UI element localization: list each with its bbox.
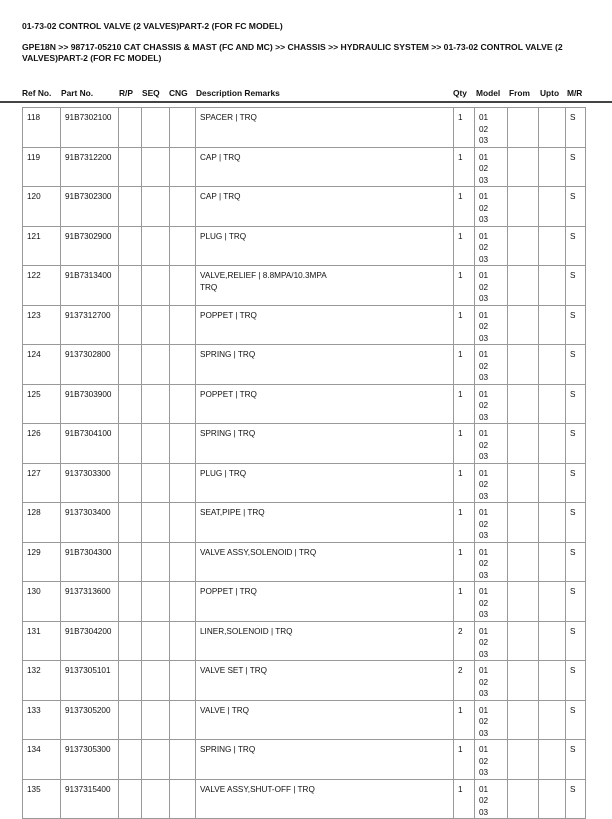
cell-rp	[119, 305, 142, 345]
header-divider	[0, 101, 612, 103]
cell-from	[508, 621, 539, 661]
cell-ref: 124	[23, 345, 61, 385]
cell-ref: 134	[23, 740, 61, 780]
col-from: From	[509, 88, 530, 98]
table-row	[23, 345, 586, 385]
cell-part: 91B7302900	[61, 226, 119, 266]
cell-seq	[142, 503, 170, 543]
cell-from	[508, 305, 539, 345]
cell-rp	[119, 463, 142, 503]
cell-model: 01 02 03	[475, 740, 508, 780]
cell-model: 01 02 03	[475, 424, 508, 464]
cell-mr: S	[566, 582, 586, 622]
cell-cng	[170, 266, 196, 306]
cell-qty: 1	[454, 305, 475, 345]
cell-mr: S	[566, 424, 586, 464]
cell-rp	[119, 740, 142, 780]
cell-cng	[170, 740, 196, 780]
cell-from	[508, 147, 539, 187]
cell-cng	[170, 384, 196, 424]
cell-desc: VALVE,RELIEF | 8.8MPA/10.3MPA TRQ	[196, 266, 454, 306]
cell-part: 91B7302100	[61, 108, 119, 148]
cell-ref: 120	[23, 187, 61, 227]
cell-rp	[119, 226, 142, 266]
cell-ref: 119	[23, 147, 61, 187]
cell-upto	[539, 424, 566, 464]
cell-seq	[142, 740, 170, 780]
cell-from	[508, 226, 539, 266]
cell-desc: LINER,SOLENOID | TRQ	[196, 621, 454, 661]
col-upto: Upto	[540, 88, 560, 98]
cell-desc: POPPET | TRQ	[196, 305, 454, 345]
cell-ref: 118	[23, 108, 61, 148]
cell-ref: 125	[23, 384, 61, 424]
cell-upto	[539, 740, 566, 780]
cell-desc: VALVE SET | TRQ	[196, 661, 454, 701]
table-row	[23, 187, 586, 227]
cell-part: 91B7304100	[61, 424, 119, 464]
cell-ref: 132	[23, 661, 61, 701]
cell-seq	[142, 305, 170, 345]
cell-from	[508, 266, 539, 306]
cell-cng	[170, 424, 196, 464]
cell-from	[508, 582, 539, 622]
cell-part: 91B7304300	[61, 542, 119, 582]
cell-part: 9137315400	[61, 779, 119, 819]
cell-cng	[170, 187, 196, 227]
breadcrumb: GPE18N >> 98717-05210 CAT CHASSIS & MAST (FC AND MC) >> CHASSIS >> HYDRAULIC SYSTEM >> 01-73-02 CONTROL VALVE (2 VALVES)PART-2 (FOR FC MODEL)	[22, 42, 563, 63]
cell-desc: PLUG | TRQ	[196, 226, 454, 266]
cell-qty: 1	[454, 463, 475, 503]
cell-qty: 1	[454, 424, 475, 464]
cell-ref: 122	[23, 266, 61, 306]
cell-mr: S	[566, 621, 586, 661]
cell-upto	[539, 779, 566, 819]
cell-ref: 130	[23, 582, 61, 622]
cell-model: 01 02 03	[475, 700, 508, 740]
cell-ref: 131	[23, 621, 61, 661]
cell-cng	[170, 108, 196, 148]
cell-mr: S	[566, 305, 586, 345]
cell-desc: SEAT,PIPE | TRQ	[196, 503, 454, 543]
cell-ref: 135	[23, 779, 61, 819]
col-mr: M/R	[567, 88, 583, 98]
cell-upto	[539, 661, 566, 701]
cell-seq	[142, 266, 170, 306]
cell-model: 01 02 03	[475, 108, 508, 148]
cell-mr: S	[566, 661, 586, 701]
cell-upto	[539, 582, 566, 622]
cell-model: 01 02 03	[475, 345, 508, 385]
cell-from	[508, 700, 539, 740]
cell-model: 01 02 03	[475, 147, 508, 187]
cell-desc: SPRING | TRQ	[196, 345, 454, 385]
cell-cng	[170, 621, 196, 661]
cell-cng	[170, 779, 196, 819]
cell-cng	[170, 503, 196, 543]
cell-mr: S	[566, 384, 586, 424]
cell-rp	[119, 621, 142, 661]
cell-cng	[170, 542, 196, 582]
cell-from	[508, 661, 539, 701]
cell-rp	[119, 582, 142, 622]
cell-upto	[539, 463, 566, 503]
cell-seq	[142, 463, 170, 503]
page-title: 01-73-02 CONTROL VALVE (2 VALVES)PART-2 (FOR FC MODEL)	[22, 21, 283, 31]
cell-model: 01 02 03	[475, 661, 508, 701]
cell-part: 9137305200	[61, 700, 119, 740]
cell-from	[508, 108, 539, 148]
table-row	[23, 305, 586, 345]
cell-seq	[142, 108, 170, 148]
cell-ref: 127	[23, 463, 61, 503]
table-row	[23, 779, 586, 819]
cell-ref: 128	[23, 503, 61, 543]
col-cng: CNG	[169, 88, 188, 98]
cell-cng	[170, 147, 196, 187]
cell-mr: S	[566, 542, 586, 582]
cell-part: 91B7302300	[61, 187, 119, 227]
cell-mr: S	[566, 187, 586, 227]
cell-from	[508, 463, 539, 503]
cell-model: 01 02 03	[475, 384, 508, 424]
cell-qty: 2	[454, 661, 475, 701]
cell-upto	[539, 108, 566, 148]
cell-part: 91B7312200	[61, 147, 119, 187]
table-row	[23, 661, 586, 701]
cell-qty: 1	[454, 345, 475, 385]
cell-qty: 1	[454, 147, 475, 187]
cell-from	[508, 424, 539, 464]
cell-model: 01 02 03	[475, 226, 508, 266]
cell-model: 01 02 03	[475, 582, 508, 622]
cell-seq	[142, 661, 170, 701]
cell-model: 01 02 03	[475, 503, 508, 543]
cell-mr: S	[566, 740, 586, 780]
cell-part: 9137302800	[61, 345, 119, 385]
cell-model: 01 02 03	[475, 779, 508, 819]
cell-seq	[142, 345, 170, 385]
table-row	[23, 503, 586, 543]
cell-upto	[539, 147, 566, 187]
cell-from	[508, 503, 539, 543]
cell-mr: S	[566, 108, 586, 148]
cell-desc: PLUG | TRQ	[196, 463, 454, 503]
cell-qty: 1	[454, 384, 475, 424]
cell-mr: S	[566, 779, 586, 819]
cell-upto	[539, 266, 566, 306]
cell-from	[508, 187, 539, 227]
cell-from	[508, 345, 539, 385]
cell-mr: S	[566, 700, 586, 740]
cell-qty: 1	[454, 700, 475, 740]
cell-qty: 1	[454, 503, 475, 543]
col-part: Part No.	[61, 88, 94, 98]
cell-cng	[170, 305, 196, 345]
cell-seq	[142, 779, 170, 819]
cell-cng	[170, 582, 196, 622]
cell-cng	[170, 661, 196, 701]
cell-qty: 1	[454, 266, 475, 306]
table-row	[23, 266, 586, 306]
cell-seq	[142, 187, 170, 227]
cell-qty: 1	[454, 779, 475, 819]
cell-desc: SPACER | TRQ	[196, 108, 454, 148]
cell-upto	[539, 700, 566, 740]
cell-from	[508, 779, 539, 819]
cell-mr: S	[566, 147, 586, 187]
cell-desc: POPPET | TRQ	[196, 384, 454, 424]
cell-desc: CAP | TRQ	[196, 147, 454, 187]
table-row	[23, 621, 586, 661]
cell-model: 01 02 03	[475, 621, 508, 661]
col-desc: Description Remarks	[196, 88, 280, 98]
cell-from	[508, 740, 539, 780]
cell-mr: S	[566, 226, 586, 266]
cell-seq	[142, 700, 170, 740]
cell-upto	[539, 384, 566, 424]
cell-desc: SPRING | TRQ	[196, 740, 454, 780]
cell-mr: S	[566, 463, 586, 503]
cell-seq	[142, 424, 170, 464]
cell-upto	[539, 187, 566, 227]
cell-rp	[119, 542, 142, 582]
cell-mr: S	[566, 345, 586, 385]
cell-qty: 1	[454, 226, 475, 266]
cell-rp	[119, 424, 142, 464]
cell-desc: SPRING | TRQ	[196, 424, 454, 464]
table-row	[23, 108, 586, 148]
table-row	[23, 424, 586, 464]
table-row	[23, 700, 586, 740]
cell-qty: 2	[454, 621, 475, 661]
cell-upto	[539, 542, 566, 582]
cell-rp	[119, 187, 142, 227]
cell-desc: VALVE ASSY,SHUT-OFF | TRQ	[196, 779, 454, 819]
cell-upto	[539, 345, 566, 385]
cell-cng	[170, 700, 196, 740]
table-row	[23, 226, 586, 266]
cell-rp	[119, 779, 142, 819]
cell-upto	[539, 305, 566, 345]
cell-rp	[119, 661, 142, 701]
cell-rp	[119, 108, 142, 148]
table-row	[23, 582, 586, 622]
cell-part: 9137305101	[61, 661, 119, 701]
cell-desc: VALVE ASSY,SOLENOID | TRQ	[196, 542, 454, 582]
cell-seq	[142, 582, 170, 622]
table-row	[23, 542, 586, 582]
cell-desc: POPPET | TRQ	[196, 582, 454, 622]
col-rp: R/P	[119, 88, 133, 98]
table-row	[23, 147, 586, 187]
cell-rp	[119, 700, 142, 740]
cell-rp	[119, 266, 142, 306]
cell-rp	[119, 384, 142, 424]
cell-desc: CAP | TRQ	[196, 187, 454, 227]
cell-from	[508, 542, 539, 582]
cell-part: 91B7304200	[61, 621, 119, 661]
cell-seq	[142, 384, 170, 424]
cell-seq	[142, 542, 170, 582]
col-qty: Qty	[453, 88, 467, 98]
cell-ref: 126	[23, 424, 61, 464]
col-seq: SEQ	[142, 88, 160, 98]
cell-qty: 1	[454, 542, 475, 582]
cell-seq	[142, 226, 170, 266]
cell-cng	[170, 345, 196, 385]
cell-cng	[170, 463, 196, 503]
cell-part: 91B7313400	[61, 266, 119, 306]
cell-upto	[539, 503, 566, 543]
cell-rp	[119, 345, 142, 385]
cell-rp	[119, 147, 142, 187]
cell-qty: 1	[454, 187, 475, 227]
cell-desc: VALVE | TRQ	[196, 700, 454, 740]
cell-ref: 121	[23, 226, 61, 266]
cell-mr: S	[566, 503, 586, 543]
cell-ref: 123	[23, 305, 61, 345]
table-row	[23, 740, 586, 780]
cell-model: 01 02 03	[475, 266, 508, 306]
cell-part: 9137303400	[61, 503, 119, 543]
cell-qty: 1	[454, 740, 475, 780]
col-ref: Ref No.	[22, 88, 52, 98]
cell-part: 9137313600	[61, 582, 119, 622]
cell-from	[508, 384, 539, 424]
cell-seq	[142, 147, 170, 187]
cell-part: 91B7303900	[61, 384, 119, 424]
parts-table	[22, 107, 586, 819]
cell-model: 01 02 03	[475, 187, 508, 227]
cell-qty: 1	[454, 108, 475, 148]
cell-ref: 129	[23, 542, 61, 582]
cell-cng	[170, 226, 196, 266]
cell-mr: S	[566, 266, 586, 306]
col-model: Model	[476, 88, 501, 98]
cell-part: 9137312700	[61, 305, 119, 345]
cell-ref: 133	[23, 700, 61, 740]
cell-upto	[539, 226, 566, 266]
cell-qty: 1	[454, 582, 475, 622]
cell-part: 9137305300	[61, 740, 119, 780]
cell-seq	[142, 621, 170, 661]
cell-model: 01 02 03	[475, 542, 508, 582]
table-row	[23, 384, 586, 424]
cell-upto	[539, 621, 566, 661]
cell-model: 01 02 03	[475, 463, 508, 503]
cell-rp	[119, 503, 142, 543]
cell-part: 9137303300	[61, 463, 119, 503]
table-row	[23, 463, 586, 503]
cell-model: 01 02 03	[475, 305, 508, 345]
